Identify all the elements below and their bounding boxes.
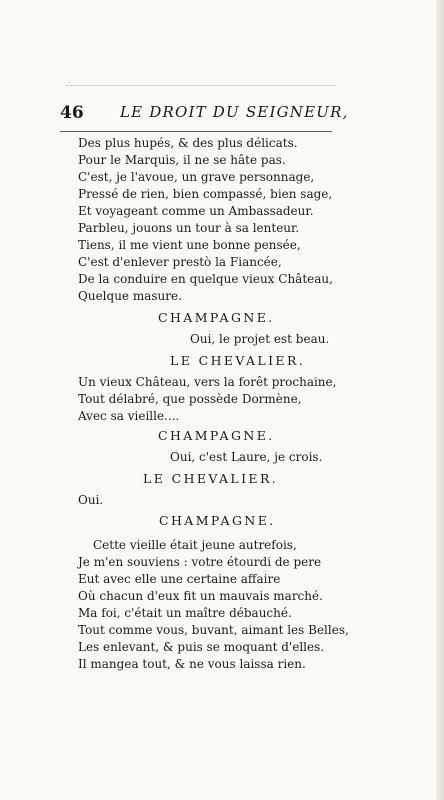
verse-line: Oui. xyxy=(78,493,104,507)
verse-line: Pressé de rien, bien compassé, bien sage, xyxy=(78,187,333,201)
verse-line: Il mangea tout, & ne vous laissa rien. xyxy=(78,657,306,671)
verse-line: Où chacun d'eux fit un mauvais marché. xyxy=(78,589,323,603)
verse-line: Je m'en souviens : votre étourdi de pere xyxy=(78,555,322,569)
speaker-name: CHAMPAGNE. xyxy=(159,513,276,528)
verse-line: Parbleu, jouons un tour à sa lenteur. xyxy=(78,221,300,235)
speaker-name: LE CHEVALIER. xyxy=(143,471,279,486)
verse-line: Pour le Marquis, il ne se hâte pas. xyxy=(78,153,286,167)
running-title: LE DROIT DU SEIGNEUR, xyxy=(120,103,349,121)
verse-line: Eut avec elle une certaine affaire xyxy=(78,572,281,586)
verse-line: Tout délabré, que possède Dormène, xyxy=(78,392,302,406)
speaker-name: CHAMPAGNE. xyxy=(158,310,275,325)
page-number: 46 xyxy=(60,103,84,123)
verse-line: De la conduire en quelque vieux Château, xyxy=(78,272,333,286)
verse-line: Oui, c'est Laure, je crois. xyxy=(170,450,323,464)
verse-line: C'est d'enlever prestò la Fiancée, xyxy=(78,255,282,269)
verse-line: Oui, le projet est beau. xyxy=(190,332,330,346)
verse-line: Tout comme vous, buvant, aimant les Belles, xyxy=(78,623,349,637)
speaker-name: CHAMPAGNE. xyxy=(158,428,275,443)
verse-line: Avec sa vieille.... xyxy=(78,409,180,423)
verse-line: Ma foi, c'était un maître débauché. xyxy=(78,606,292,620)
verse-line: Et voyageant comme un Ambassadeur. xyxy=(78,204,314,218)
verse-line: Des plus hupés, & des plus délicats. xyxy=(78,136,298,150)
verse-line: Un vieux Château, vers la forêt prochaine, xyxy=(78,375,337,389)
verse-line: Les enlevant, & puis se moquant d'elles. xyxy=(78,640,325,654)
speaker-name: LE CHEVALIER. xyxy=(170,353,306,368)
verse-line: Cette vieille était jeune autrefois, xyxy=(93,538,297,552)
verse-line: Tiens, il me vient une bonne pensée, xyxy=(78,238,301,252)
verse-line: C'est, je l'avoue, un grave personnage, xyxy=(78,170,315,184)
verse-line: Quelque masure. xyxy=(78,289,182,303)
